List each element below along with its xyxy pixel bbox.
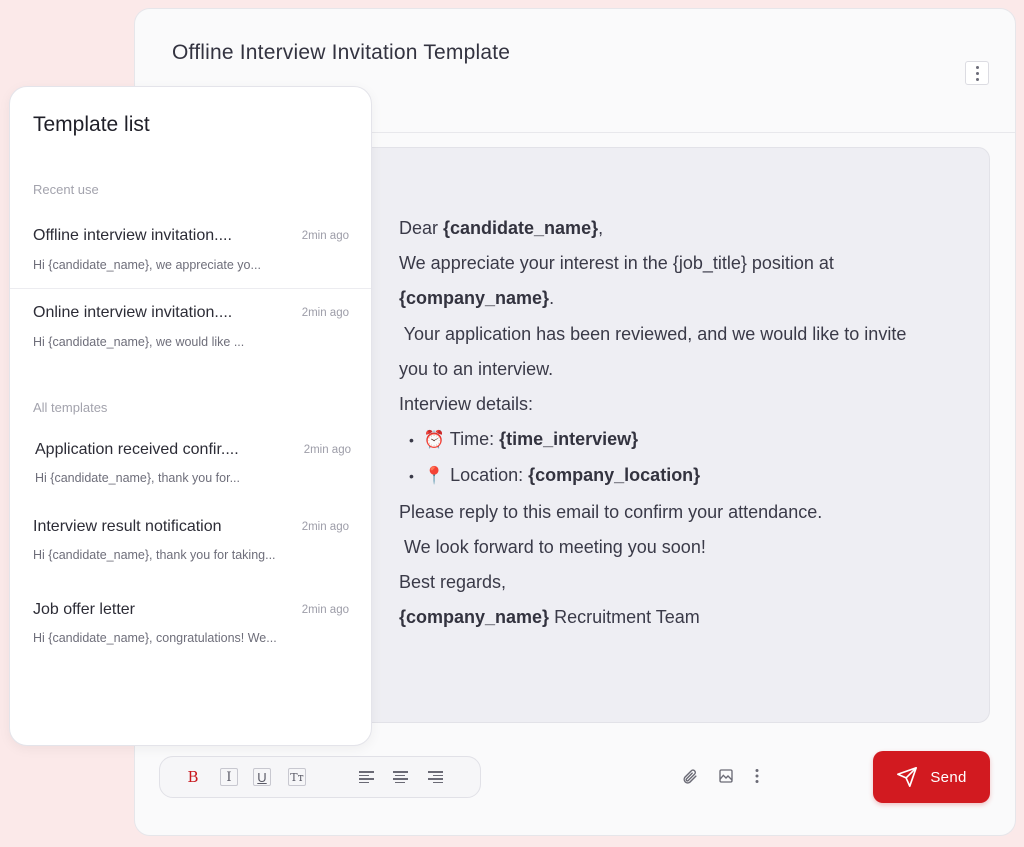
align-center-icon xyxy=(393,771,408,783)
variable-company-name: {company_name} xyxy=(399,607,550,628)
template-name: Online interview invitation.... xyxy=(33,304,233,321)
variable-time-interview: {time_interview} xyxy=(499,429,639,450)
template-name: Job offer letter xyxy=(33,601,135,618)
template-preview: Hi {candidate_name}, we would like ... xyxy=(33,335,245,349)
template-item[interactable] xyxy=(10,227,371,289)
email-line: Your application has been reviewed, and we would like to invite xyxy=(399,323,907,344)
template-name: Application received confir.... xyxy=(35,441,239,458)
template-time: 2min ago xyxy=(301,307,349,319)
page-title: Offline Interview Invitation Template xyxy=(172,41,511,64)
template-item[interactable] xyxy=(10,518,371,588)
bullet-location: • 📍 Location: {company_location} xyxy=(399,458,989,494)
section-label-all: All templates xyxy=(33,400,108,415)
text-style-button[interactable]: Tт xyxy=(288,768,306,786)
more-tools-button[interactable] xyxy=(748,767,766,785)
template-item[interactable] xyxy=(10,304,371,374)
template-item[interactable] xyxy=(10,601,371,671)
insert-image-button[interactable] xyxy=(717,767,735,785)
align-right-button[interactable] xyxy=(426,768,444,786)
email-line: Best regards, xyxy=(399,572,507,593)
send-button[interactable] xyxy=(873,751,990,803)
kebab-icon xyxy=(754,768,760,784)
email-line: Please reply to this email to confirm your attendance. xyxy=(399,501,823,522)
send-icon xyxy=(896,766,918,788)
formatting-toolbar xyxy=(159,756,481,798)
template-item[interactable] xyxy=(10,441,371,511)
email-body-editor[interactable] xyxy=(345,147,990,723)
more-options-button[interactable] xyxy=(965,61,989,85)
align-right-icon xyxy=(428,771,443,783)
template-preview: Hi {candidate_name}, congratulations! We... xyxy=(33,631,277,645)
alarm-clock-icon: ⏰ xyxy=(423,430,446,451)
variable-candidate-name: {candidate_name} xyxy=(443,218,599,238)
underline-button[interactable]: U xyxy=(253,768,271,786)
image-icon xyxy=(718,768,734,784)
template-time: 2min ago xyxy=(301,521,349,533)
template-time: 2min ago xyxy=(301,230,349,242)
variable-company-name: {company_name} xyxy=(399,288,550,309)
align-left-icon xyxy=(359,771,374,783)
align-left-button[interactable] xyxy=(357,768,375,786)
send-label: Send xyxy=(930,768,967,786)
section-label-recent: Recent use xyxy=(33,182,99,197)
paperclip-icon xyxy=(681,768,698,785)
template-preview: Hi {candidate_name}, thank you for... xyxy=(35,471,240,485)
email-line: We appreciate your interest in the {job_title} position at xyxy=(399,253,834,274)
template-preview: Hi {candidate_name}, thank you for taking... xyxy=(33,548,276,562)
template-time: 2min ago xyxy=(303,444,351,456)
template-name: Interview result notification xyxy=(33,518,222,535)
bullet-time: • ⏰ Time: {time_interview} xyxy=(399,422,989,458)
email-line: you to an interview. xyxy=(399,358,554,379)
align-center-button[interactable] xyxy=(391,768,409,786)
email-signature: {company_name} Recruitment Team xyxy=(399,607,700,628)
attach-button[interactable] xyxy=(680,767,698,785)
bold-button[interactable]: B xyxy=(187,768,199,786)
location-pin-icon: 📍 xyxy=(423,466,446,487)
template-list-panel xyxy=(9,86,372,746)
email-line: Dear {candidate_name}, xyxy=(399,218,604,238)
email-line: Interview details: xyxy=(399,394,534,415)
template-time: 2min ago xyxy=(301,604,349,616)
template-preview: Hi {candidate_name}, we appreciate yo... xyxy=(33,258,261,272)
email-line: We look forward to meeting you soon! xyxy=(399,536,706,557)
variable-company-location: {company_location} xyxy=(528,465,701,486)
template-name: Offline interview invitation.... xyxy=(33,227,232,244)
italic-button[interactable]: I xyxy=(220,768,238,786)
kebab-icon xyxy=(976,66,979,69)
email-line: {company_name}. xyxy=(399,288,555,309)
panel-title: Template list xyxy=(33,113,150,136)
